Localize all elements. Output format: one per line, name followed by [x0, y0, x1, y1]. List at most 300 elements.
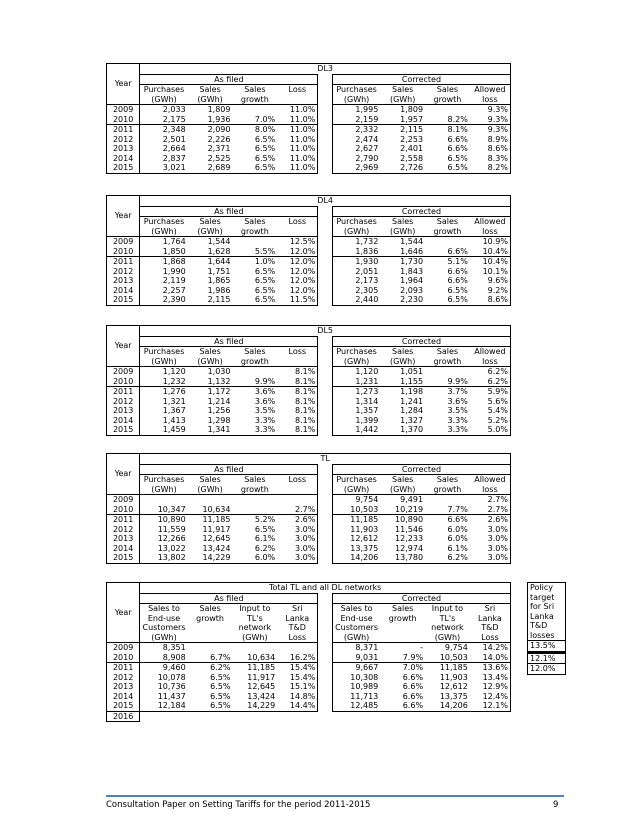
value-cell: 8.1%	[277, 367, 318, 377]
value-cell: 1,809	[207, 105, 231, 114]
value-cell: 2,230	[380, 295, 425, 305]
table-row	[107, 525, 511, 535]
gap	[318, 267, 333, 277]
value-cell: 2,440	[332, 295, 380, 305]
value-cell: 15.4%	[277, 663, 318, 673]
value-cell: 1,990	[162, 266, 186, 276]
value-cell: 12.5%	[277, 237, 318, 247]
value-cell: 1,214	[207, 396, 231, 406]
value-cell: 6.6%	[447, 266, 468, 276]
column-header-line: End-use	[147, 613, 181, 623]
table-row	[107, 377, 511, 387]
policy-header-line: Policy	[530, 583, 554, 592]
value-cell: 10,347	[157, 504, 186, 514]
gap	[318, 604, 333, 643]
table-row	[528, 653, 566, 664]
value-cell: -	[420, 643, 424, 652]
gap	[318, 475, 333, 495]
column-header-line: Purchases	[143, 85, 185, 94]
value-cell: 9,754	[444, 643, 468, 652]
value-cell: 6.6%	[447, 144, 468, 153]
value-cell: 12,645	[202, 534, 231, 543]
value-cell: 13,375	[439, 691, 468, 701]
value-cell: 12.4%	[470, 692, 511, 702]
value-cell: 3.0%	[277, 534, 318, 544]
value-cell	[425, 367, 470, 377]
value-cell: 12.0%	[277, 276, 318, 286]
value-cell: 7.9%	[402, 652, 424, 662]
year-cell: 2009	[107, 643, 140, 653]
gap	[318, 505, 333, 515]
value-cell: 12.0%	[277, 267, 318, 277]
column-header-line: loss	[482, 94, 498, 104]
column-header	[425, 217, 470, 237]
year-cell: 2010	[107, 653, 140, 663]
table-row	[107, 367, 511, 377]
column-header-line: Loss	[481, 632, 499, 642]
column-header-line: Allowed	[474, 217, 506, 226]
gap	[318, 105, 333, 115]
column-header-line: (GWh)	[343, 94, 370, 104]
value-cell: 14.2%	[470, 643, 511, 653]
value-cell: 14,206	[332, 553, 380, 563]
column-header	[425, 347, 470, 367]
value-cell: 6.5%	[188, 701, 233, 711]
value-cell: 1,314	[332, 397, 380, 407]
value-cell: 7.7%	[447, 504, 468, 514]
value-cell: 9.9%	[254, 376, 276, 386]
table-row	[107, 105, 511, 115]
value-cell: 2,257	[162, 285, 186, 295]
column-header-line: (GWh)	[242, 632, 268, 642]
column-header-line: growth	[240, 226, 269, 236]
column-header	[277, 85, 318, 105]
column-header-row	[107, 85, 511, 105]
footer-text: Consultation Paper on Setting Tariffs for the period 2011-2015	[106, 800, 371, 810]
value-cell: 1,964	[400, 276, 424, 285]
table-row	[107, 397, 511, 407]
value-cell: 9,031	[332, 653, 380, 663]
column-header-line: Customers	[335, 623, 379, 632]
gap	[318, 377, 333, 387]
year-cell: 2012	[107, 135, 140, 145]
gap	[318, 464, 333, 475]
value-cell: 13,802	[140, 553, 188, 563]
value-cell: 11.0%	[277, 115, 318, 125]
policy-value: 12.1%	[528, 653, 566, 664]
value-cell: 12,612	[439, 682, 468, 691]
gap	[318, 247, 333, 257]
table-row	[107, 247, 511, 257]
column-header-line: Lanka	[285, 613, 310, 623]
value-cell: 1,232	[162, 376, 186, 386]
gap	[318, 553, 333, 563]
value-cell: 1,030	[207, 367, 231, 376]
value-cell: 2.7%	[470, 505, 511, 515]
column-header	[232, 347, 277, 367]
table-row	[107, 701, 511, 711]
value-cell: 1,868	[140, 257, 188, 267]
value-cell: 11,185	[332, 515, 380, 525]
title-row	[107, 64, 511, 75]
column-header	[232, 475, 277, 495]
value-cell: 1,995	[332, 105, 380, 115]
value-cell: 2,726	[380, 163, 425, 173]
year-cell: 2010	[107, 505, 140, 515]
gap	[318, 276, 333, 286]
value-cell: 6.5%	[254, 144, 276, 153]
year-cell: 2011	[107, 387, 140, 397]
column-header-line: network	[238, 623, 272, 632]
value-cell: 1,276	[140, 387, 188, 397]
value-cell: 3.6%	[447, 396, 468, 406]
year-cell: 2015	[107, 163, 140, 173]
value-cell: 1,172	[188, 387, 233, 397]
value-cell: 8.0%	[232, 125, 277, 135]
policy-target-table	[527, 582, 566, 675]
value-cell: 2,115	[380, 125, 425, 135]
value-cell: 2.6%	[470, 515, 511, 525]
value-cell: 1,865	[207, 276, 231, 285]
column-header-line: Input to	[431, 604, 464, 613]
value-cell: 2,115	[188, 295, 233, 305]
value-cell: 3.6%	[232, 387, 277, 397]
gap	[318, 692, 333, 702]
value-cell: 6.1%	[254, 534, 276, 543]
value-cell	[232, 237, 277, 247]
gap	[318, 416, 333, 426]
corrected-header: Corrected	[332, 464, 510, 475]
value-cell: 8.9%	[470, 135, 511, 145]
column-header-line: loss	[482, 484, 498, 494]
value-cell: 2,525	[207, 153, 231, 163]
gap	[318, 425, 333, 435]
value-cell: 6.0%	[232, 553, 277, 563]
value-cell: 13.4%	[470, 673, 511, 683]
column-header-line: growth	[433, 226, 462, 236]
gap	[318, 673, 333, 683]
column-header-line: growth	[433, 484, 462, 494]
value-cell: 3.0%	[470, 525, 511, 535]
value-cell: 9.3%	[470, 125, 511, 135]
value-cell: 2,175	[162, 114, 186, 124]
year-header: Year	[107, 583, 140, 643]
value-cell: 12.0%	[277, 247, 318, 257]
column-header	[425, 604, 470, 643]
group-row	[107, 206, 511, 217]
value-cell: 11,917	[202, 524, 231, 534]
column-header-line: Sales	[392, 604, 414, 613]
table-row	[107, 144, 511, 154]
table-title: DL4	[140, 196, 511, 207]
value-cell: 10,634	[247, 652, 276, 662]
value-cell: 1,155	[400, 376, 424, 386]
column-header-line: Input to	[239, 604, 271, 613]
value-cell: 12,266	[157, 534, 186, 543]
value-cell: 3.0%	[470, 534, 511, 544]
column-header-line: TL's	[246, 613, 263, 623]
value-cell: 6.6%	[447, 276, 468, 285]
gap	[318, 295, 333, 305]
column-header	[380, 604, 425, 643]
table-row	[107, 692, 511, 702]
value-cell: 8.2%	[447, 114, 468, 124]
year-cell: 2009	[107, 237, 140, 247]
column-header-line: Loss	[288, 217, 307, 226]
value-cell: 9.2%	[470, 286, 511, 296]
value-cell: 9.3%	[470, 115, 511, 125]
column-header-line: Sales	[199, 217, 221, 226]
column-header-row	[107, 604, 511, 643]
value-cell: 6.5%	[210, 682, 231, 691]
value-cell: 5.6%	[470, 397, 511, 407]
column-header-line: Sri	[484, 604, 496, 613]
value-cell: 2,501	[162, 134, 186, 144]
column-header-line: Sales	[392, 347, 414, 356]
column-header-line: Sales	[436, 85, 459, 94]
as-filed-header: As filed	[140, 464, 318, 475]
table-title: DL5	[140, 326, 511, 337]
column-header	[470, 347, 511, 367]
value-cell: 6.6%	[425, 515, 470, 525]
value-cell: 11,903	[332, 525, 380, 535]
value-cell: 1,644	[188, 257, 233, 267]
value-cell: 6.6%	[402, 691, 424, 701]
title-row	[107, 326, 511, 337]
as-filed-header: As filed	[140, 206, 318, 217]
value-cell: 2,033	[162, 105, 186, 114]
value-cell: 1,809	[400, 105, 424, 114]
value-cell: 2,173	[332, 276, 380, 286]
corrected-header: Corrected	[332, 74, 510, 85]
value-cell: 3,021	[140, 163, 188, 173]
value-cell: 12.9%	[470, 682, 511, 692]
gap	[318, 257, 333, 267]
value-cell: 1,132	[207, 376, 231, 386]
value-cell: 8,351	[162, 643, 186, 652]
column-header-line: Sales	[244, 85, 266, 94]
gap	[318, 115, 333, 125]
value-cell: 5.2%	[470, 416, 511, 426]
column-header-line: Sales	[392, 475, 414, 484]
value-cell: 12,645	[247, 682, 276, 691]
value-cell: 3.0%	[470, 544, 511, 554]
value-cell	[425, 105, 470, 115]
value-cell: 8.1%	[277, 387, 318, 397]
value-cell: 13,424	[247, 691, 276, 701]
value-cell: 1,198	[380, 387, 425, 397]
column-header-line: Purchases	[336, 217, 377, 226]
value-cell: 1,120	[162, 367, 186, 376]
column-header-line: (GWh)	[151, 484, 177, 494]
column-header-line: Sales	[244, 217, 266, 226]
value-cell: 11.0%	[277, 105, 318, 115]
value-cell: 2,627	[332, 144, 380, 154]
value-cell: 6.5%	[254, 524, 276, 534]
year-cell: 2011	[107, 257, 140, 267]
group-row	[107, 593, 511, 604]
column-header-line: loss	[482, 226, 498, 236]
value-cell: 1,051	[400, 367, 424, 376]
column-header-line: (GWh)	[151, 94, 177, 104]
column-header-line: Sales	[436, 347, 459, 356]
column-header	[332, 217, 380, 237]
column-header	[140, 347, 188, 367]
table-row	[107, 163, 511, 173]
column-header-line: Loss	[288, 85, 307, 94]
value-cell: 13,780	[380, 553, 425, 563]
column-header-line: (GWh)	[151, 226, 177, 236]
column-header	[380, 347, 425, 367]
column-header-line: Sales	[392, 217, 414, 226]
value-cell: 6.5%	[425, 295, 470, 305]
year-header: Year	[107, 196, 140, 237]
column-header-line: Purchases	[143, 475, 185, 484]
value-cell: 5.4%	[470, 406, 511, 416]
value-cell: 8.1%	[277, 397, 318, 407]
value-cell: 11.0%	[277, 125, 318, 135]
value-cell: 3.6%	[254, 396, 276, 406]
column-header-line: growth	[240, 94, 269, 104]
value-cell	[232, 105, 277, 115]
gap	[318, 125, 333, 135]
value-cell: 2.7%	[470, 495, 511, 505]
group-row	[107, 464, 511, 475]
column-header-line: growth	[433, 94, 462, 104]
value-cell: 6.5%	[254, 153, 276, 163]
value-cell: 2,226	[207, 134, 231, 144]
table-row	[107, 387, 511, 397]
value-cell: 1,544	[400, 237, 424, 246]
column-header-row	[107, 475, 511, 495]
column-header-line: TL's	[439, 613, 456, 623]
value-cell: 1,730	[380, 257, 425, 267]
column-header-row	[107, 217, 511, 237]
gap	[318, 163, 333, 173]
value-cell: 8.1%	[277, 406, 318, 416]
column-header-line: (GWh)	[151, 356, 177, 366]
gap	[318, 495, 333, 505]
value-cell: 2,837	[162, 153, 186, 163]
value-cell: 10.1%	[470, 267, 511, 277]
value-cell: 1,843	[400, 266, 424, 276]
value-cell: 12.1%	[470, 701, 511, 711]
value-cell: 6.0%	[447, 534, 468, 543]
value-cell: 6.5%	[254, 276, 276, 285]
policy-header-line: target	[530, 592, 555, 602]
value-cell: 11,185	[425, 663, 470, 673]
year-cell: 2013	[107, 406, 140, 416]
value-cell: 8.1%	[277, 416, 318, 426]
year-cell: 2015	[107, 701, 140, 711]
value-cell: 1,341	[188, 425, 233, 435]
corrected-header: Corrected	[332, 593, 510, 604]
value-cell: 1,321	[162, 396, 186, 406]
table-row	[107, 135, 511, 145]
value-cell: 2,348	[140, 125, 188, 135]
value-cell: 8.6%	[470, 144, 511, 154]
column-header-line: (GWh)	[197, 356, 223, 366]
value-cell: 2,119	[162, 276, 186, 285]
value-cell: 14.4%	[277, 701, 318, 711]
value-cell: 9.9%	[447, 376, 468, 386]
value-cell: 6.6%	[447, 134, 468, 144]
value-cell: 9,754	[332, 495, 380, 505]
year-cell: 2011	[107, 663, 140, 673]
value-cell: 13,375	[332, 544, 380, 554]
value-cell: 11.0%	[277, 144, 318, 154]
value-cell: 9,460	[140, 663, 188, 673]
column-header-line: Purchases	[143, 217, 185, 226]
gap	[318, 525, 333, 535]
footer-rule	[106, 795, 564, 797]
column-header-line: growth	[388, 613, 417, 623]
year-cell: 2013	[107, 534, 140, 544]
value-cell: 14,229	[232, 701, 277, 711]
title-row	[107, 583, 511, 594]
value-cell: 12.0%	[277, 286, 318, 296]
year-cell: 2013	[107, 144, 140, 154]
column-header	[140, 604, 188, 643]
gap	[318, 367, 333, 377]
value-cell	[140, 495, 188, 505]
policy-value: 12.0%	[528, 664, 566, 675]
table-row	[107, 125, 511, 135]
value-cell: 1,273	[332, 387, 380, 397]
value-cell: 10,890	[380, 515, 425, 525]
value-cell: 11,437	[157, 691, 186, 701]
column-header-line: Allowed	[474, 475, 506, 484]
group-row	[107, 74, 511, 85]
value-cell: 1,930	[332, 257, 380, 267]
dl5-table	[106, 325, 511, 436]
column-header	[380, 475, 425, 495]
value-cell: 1,298	[207, 415, 231, 425]
value-cell: 6.0%	[447, 524, 468, 534]
column-header-line: (GWh)	[197, 94, 223, 104]
value-cell: 8,371	[332, 643, 380, 653]
year-cell: 2009	[107, 495, 140, 505]
value-cell: 2,689	[188, 163, 233, 173]
value-cell: 8.1%	[277, 425, 318, 435]
gap	[318, 515, 333, 525]
table-row	[528, 641, 566, 652]
column-header-line: Sales	[199, 604, 221, 613]
value-cell: 10,219	[395, 504, 424, 514]
value-cell: 1.0%	[232, 257, 277, 267]
gap	[318, 593, 333, 604]
value-cell: 12,974	[395, 543, 424, 553]
year-header: Year	[107, 454, 140, 495]
column-header-line: growth	[240, 356, 269, 366]
value-cell: 1,732	[332, 237, 380, 247]
value-cell: 10,308	[332, 673, 380, 683]
corrected-header: Corrected	[332, 336, 510, 347]
value-cell: 11,903	[439, 672, 468, 682]
value-cell: 6.2%	[470, 377, 511, 387]
value-cell: 10,503	[439, 652, 468, 662]
value-cell: 2,390	[140, 295, 188, 305]
table-row	[107, 495, 511, 505]
value-cell: 12,184	[140, 701, 188, 711]
value-cell: 3.0%	[277, 553, 318, 563]
table-title: TL	[140, 454, 511, 465]
column-header	[332, 604, 380, 643]
table-row	[107, 257, 511, 267]
value-cell: 6.5%	[232, 163, 277, 173]
column-header	[380, 85, 425, 105]
column-header-line: Sales	[436, 475, 459, 484]
